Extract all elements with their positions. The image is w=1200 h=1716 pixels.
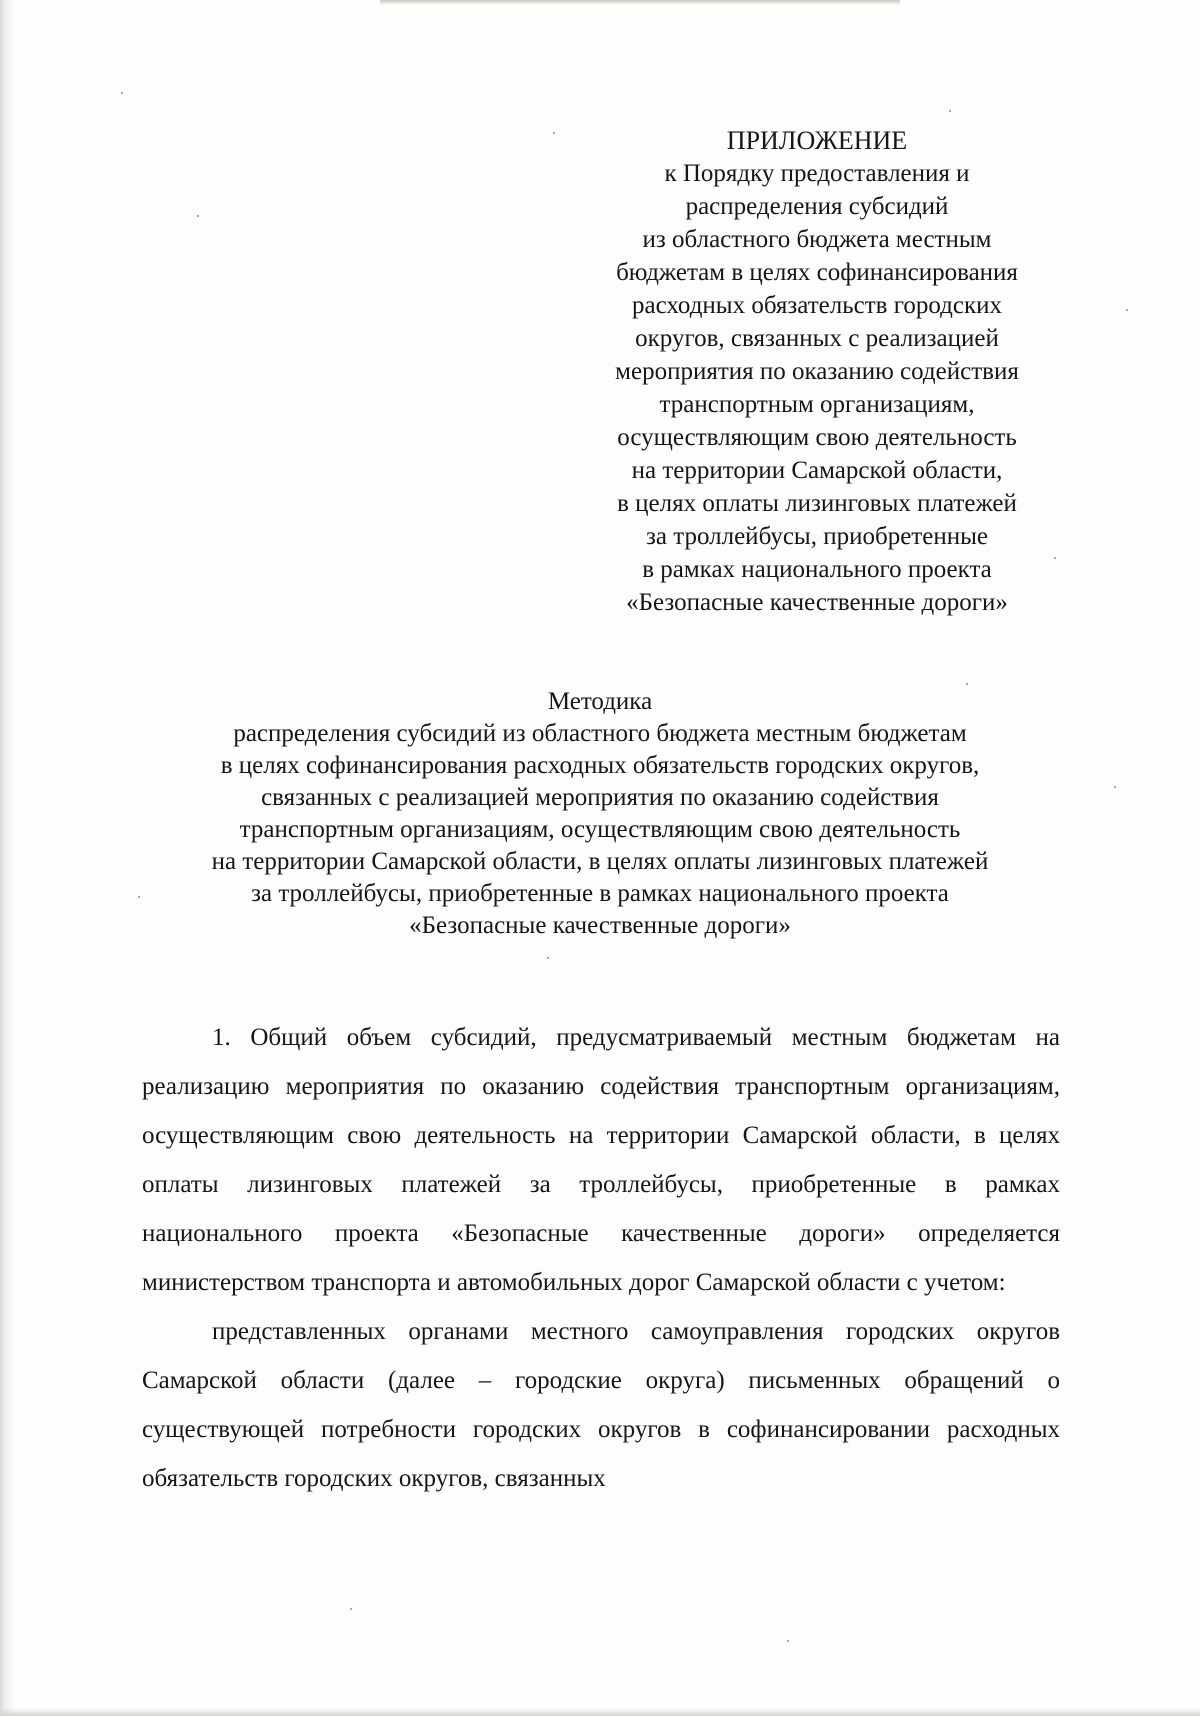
scan-speck: [553, 132, 555, 134]
appendix-header: [572, 124, 1062, 619]
body-paragraph: представленных органами местного самоуправления городских округов Самарской области (далее – городские округа) письменных обращений о существующей потребности городских округов в софинансировании расходных обязательств городских округов, связанных: [142, 1318, 1060, 1492]
methodology-line: за троллейбусы, приобретенные в рамках национального проекта: [251, 880, 949, 907]
scan-speck: [547, 957, 549, 959]
methodology-line: на территории Самарской области, в целях оплаты лизинговых платежей: [211, 848, 989, 875]
body-text: [142, 1013, 1060, 1503]
methodology-line: связанных с реализацией мероприятия по оказанию содействия: [261, 784, 939, 811]
methodology-heading: [140, 686, 1060, 942]
methodology-title: Методика: [547, 688, 653, 715]
appendix-line: в рамках национального проекта: [642, 556, 992, 583]
appendix-line: бюджетам в целях софинансирования: [616, 259, 1018, 286]
scan-speck: [350, 1608, 352, 1610]
appendix-line: за троллейбусы, приобретенные: [646, 523, 988, 550]
appendix-line: округов, связанных с реализацией: [635, 325, 999, 352]
scan-edge-top: [380, 0, 900, 5]
scan-speck: [1114, 786, 1116, 788]
appendix-line: из областного бюджета местным: [642, 226, 992, 253]
appendix-line: «Безопасные качественные дороги»: [626, 589, 1008, 616]
appendix-line: распределения субсидий: [685, 193, 949, 220]
scan-speck: [121, 92, 123, 94]
appendix-line: на территории Самарской области,: [631, 457, 1003, 484]
scan-speck: [966, 683, 968, 685]
appendix-line: мероприятия по оказанию содействия: [615, 358, 1019, 385]
scan-speck: [949, 110, 951, 112]
appendix-line: расходных обязательств городских: [632, 292, 1002, 319]
appendix-line: транспортным организациям,: [659, 391, 975, 418]
methodology-line: в целях софинансирования расходных обязательств городских округов,: [220, 752, 980, 779]
scan-speck: [197, 215, 199, 217]
methodology-line: «Безопасные качественные дороги»: [409, 912, 791, 939]
scan-speck: [787, 1640, 789, 1642]
scan-edge-bottom: [0, 1708, 1200, 1716]
methodology-line: транспортным организациям, осуществляющим свою деятельность: [239, 816, 961, 843]
appendix-title: ПРИЛОЖЕНИЕ: [726, 126, 908, 155]
scan-speck: [1126, 309, 1128, 311]
scan-edge-left: [0, 0, 14, 1716]
body-paragraph: 1. Общий объем субсидий, предусматриваемый местным бюджетам на реализацию мероприятия по оказанию содействия транспортным организациям, осуществляющим свою деятельность на территории Самарской области, в целях оплаты лизинговых платежей за троллейбусы, приобретенные в рамках национального проекта «Безопасные качественные дороги» определяется министерством транспорта и автомобильных дорог Самарской области с учетом:: [142, 1024, 1060, 1296]
appendix-line: осуществляющим свою деятельность: [617, 424, 1017, 451]
appendix-line: к Порядку предоставления и: [664, 160, 970, 187]
appendix-line: в целях оплаты лизинговых платежей: [617, 490, 1017, 517]
methodology-line: распределения субсидий из областного бюджета местным бюджетам: [233, 720, 967, 747]
